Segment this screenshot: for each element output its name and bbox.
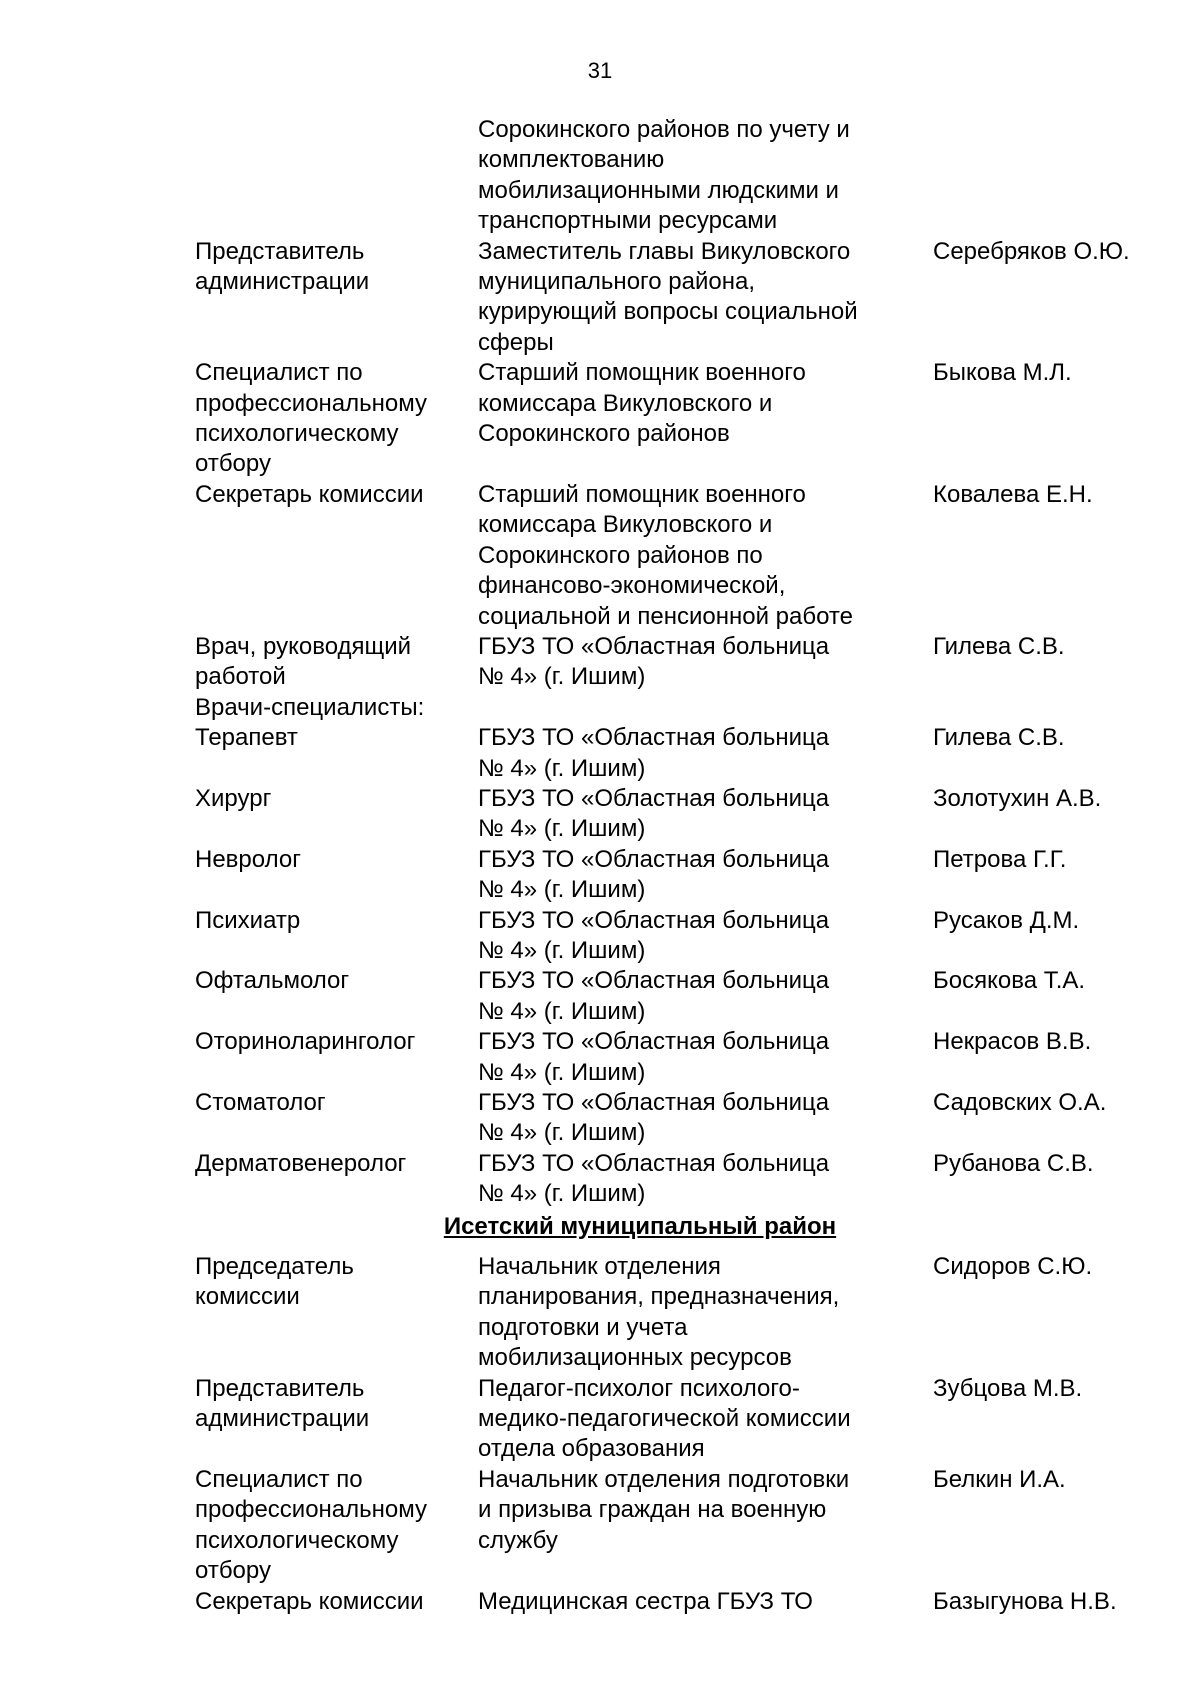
position-cell: ГБУЗ ТО «Областная больница № 4» (г. Ишим) (478, 967, 830, 1025)
table-row (0, 632, 1200, 723)
commission-table (0, 115, 1200, 1617)
table-row (0, 1587, 1200, 1617)
name-cell: Быкова М.Л. (933, 359, 1072, 387)
role-cell: Оториноларинголог (195, 1028, 416, 1056)
table-row (0, 845, 1200, 906)
role-cell: Дерматовенеролог (195, 1149, 407, 1177)
name-cell (933, 115, 1183, 237)
name-cell: Некрасов В.В. (933, 1028, 1092, 1056)
position-cell: Старший помощник военного комиссара Викуловского и Сорокинского районов (478, 359, 806, 448)
role-cell: Стоматолог (195, 1089, 326, 1116)
role-cell: Офтальмолог (195, 967, 350, 995)
position-cell: ГБУЗ ТО «Областная больница № 4» (г. Ишим) (478, 845, 830, 904)
name-cell: Базыгунова Н.В. (933, 1587, 1117, 1615)
role-cell: Представитель администрации (195, 237, 370, 296)
position-cell: ГБУЗ ТО «Областная больница № 4» (г. Ишим) (478, 784, 830, 843)
table-row (0, 1465, 1200, 1587)
role-cell: Председатель комиссии (195, 1253, 354, 1311)
name-cell: Гилева С.В. (933, 724, 1065, 752)
name-cell: Садовских О.А. (933, 1089, 1107, 1116)
position-cell: ГБУЗ ТО «Областная больница № 4» (г. Ишим) (478, 906, 830, 964)
position-cell: Сорокинского районов по учету и комплектованию мобилизационными людскими и транспортными ресурсами (478, 116, 850, 235)
name-cell: Петрова Г.Г. (933, 845, 1067, 873)
position-cell: ГБУЗ ТО «Областная больница № 4» (г. Ишим) (478, 1149, 830, 1208)
position-cell: Педагог-психолог психолого- медико-педагогической комиссии отдела образования (478, 1374, 851, 1463)
role-cell: Специалист по профессиональному психологическому отбору (195, 1465, 428, 1585)
name-cell: Серебряков О.Ю. (933, 237, 1130, 265)
position-cell: ГБУЗ ТО «Областная больница № 4» (г. Ишим) (478, 1028, 830, 1086)
role-cell: Секретарь комиссии (195, 480, 424, 508)
table-row (0, 1149, 1200, 1210)
table-row (0, 966, 1200, 1027)
table-row (0, 1088, 1200, 1149)
name-cell: Рубанова С.В. (933, 1149, 1094, 1177)
table-row (0, 723, 1200, 784)
position-cell: Старший помощник военного комиссара Викуловского и Сорокинского районов по финансово-экономической, социальной и пенсионной работе (478, 480, 853, 630)
table-row (0, 906, 1200, 967)
name-cell: Ковалева Е.Н. (933, 480, 1093, 508)
section-title: Исетский муниципальный район (443, 1212, 837, 1240)
table-row (0, 1374, 1200, 1465)
role-cell: Психиатр (195, 906, 301, 934)
table-row (0, 480, 1200, 632)
table-row (0, 115, 1200, 237)
position-cell: Медицинская сестра ГБУЗ ТО (478, 1587, 813, 1615)
name-cell: Зубцова М.В. (933, 1374, 1083, 1402)
name-cell: Белкин И.А. (933, 1465, 1066, 1493)
page-number: 31 (587, 58, 613, 83)
role-cell: Врач, руководящий работой Врачи-специалисты: (195, 632, 425, 721)
role-cell (195, 115, 478, 237)
table-row (0, 1027, 1200, 1088)
position-cell: ГБУЗ ТО «Областная больница № 4» (г. Ишим) (478, 632, 830, 691)
role-cell: Представитель администрации (195, 1374, 370, 1433)
table-row (0, 1252, 1200, 1374)
position-cell: Заместитель главы Викуловского муниципального района, курирующий вопросы социальной сферы (478, 237, 858, 356)
role-cell: Специалист по профессиональному психологическому отбору (195, 359, 428, 478)
position-cell: ГБУЗ ТО «Областная больница № 4» (г. Ишим) (478, 724, 830, 782)
position-cell: ГБУЗ ТО «Областная больница № 4» (г. Ишим) (478, 1089, 830, 1147)
table-row (0, 358, 1200, 480)
role-cell: Хирург (195, 784, 272, 812)
table-row (0, 237, 1200, 359)
position-cell: Начальник отделения планирования, предназначения, подготовки и учета мобилизационных ресурсов (478, 1253, 840, 1372)
role-cell: Секретарь комиссии (195, 1587, 424, 1615)
table-row (0, 784, 1200, 845)
role-cell: Невролог (195, 845, 301, 873)
position-cell: Начальник отделения подготовки и призыва граждан на военную службу (478, 1465, 850, 1554)
name-cell: Сидоров С.Ю. (933, 1253, 1093, 1281)
name-cell: Гилева С.В. (933, 632, 1065, 660)
name-cell: Русаков Д.М. (933, 906, 1080, 934)
name-cell: Босякова Т.А. (933, 967, 1086, 995)
name-cell: Золотухин А.В. (933, 784, 1102, 812)
role-cell: Терапевт (195, 724, 298, 752)
